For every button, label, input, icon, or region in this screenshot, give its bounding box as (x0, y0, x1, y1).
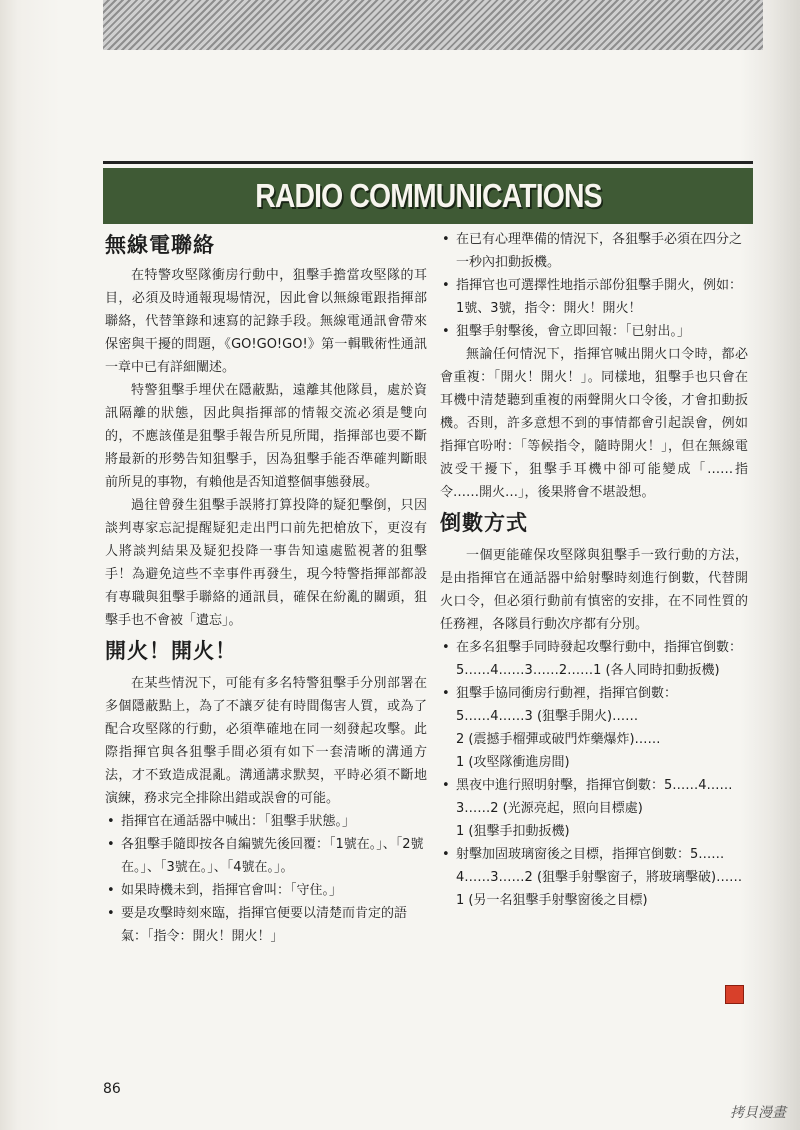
end-of-article-icon (725, 985, 744, 1004)
heading-fire-fire: 開火！開火！ (105, 639, 237, 663)
list-item (440, 682, 748, 774)
countdown-step: 1 (攻堅隊衝進房間) (456, 755, 570, 770)
list-item: • 要是攻擊時刻來臨，指揮官便要以清楚而肯定的語氣：「指令：開火！開火！」 (105, 902, 427, 948)
left-bullet-list (105, 810, 427, 948)
list-item: • 如果時機未到，指揮官會叫：「守住。」 (105, 879, 427, 902)
list-item: • 在已有心理準備的情況下，各狙擊手必須在四分之一秒內扣動扳機。 (440, 228, 748, 274)
countdown-head: • 狙擊手協同衝房行動裡，指揮官倒數： (456, 686, 678, 701)
list-item: • 在多名狙擊手同時發起攻擊行動中，指揮官倒數：5……4……3……2……1 (各人同時扣動扳機) (440, 636, 748, 682)
banner-title: RADIO COMMUNICATIONS (254, 177, 602, 214)
heading-radio-contact: 無線電聯絡 (105, 233, 215, 257)
page-number: 86 (103, 1081, 121, 1097)
countdown-step: 5……4……3 (狙擊手開火)…… (456, 709, 639, 724)
countdown-list (440, 636, 748, 912)
right-column (440, 228, 748, 912)
watermark: 拷貝漫畫 (730, 1105, 786, 1121)
countdown-head: • 黑夜中進行照明射擊，指揮官倒數：5……4……3……2 (光源亮起，照向目標處) (456, 778, 733, 816)
left-paragraph-3: 過往曾發生狙擊手誤將打算投降的疑犯擊倒，只因談判專家忘記提醒疑犯走出門口前先把槍放下，更沒有人將談判結果及疑犯投降一事告知遠處監視著的狙擊手！為避免這些不幸事件再發生，現今特警指揮部都設有專職與狙擊手聯絡的通訊員，確保在紛亂的關頭，狙擊手也不會被「遺忘」。 (105, 498, 427, 628)
countdown-step: 1 (狙擊手扣動扳機) (456, 824, 570, 839)
list-item: • 指揮官也可選擇性地指示部份狙擊手開火，例如：1號、3號，指令：開火！開火！ (440, 274, 748, 320)
list-item: • 狙擊手射擊後，會立即回報：「已射出。」 (440, 320, 748, 343)
left-paragraph-4: 在某些情況下，可能有多名特警狙擊手分別部署在多個隱蔽點上，為了不讓歹徒有時間傷害人質，或為了配合攻堅隊的行動，必須準確地在同一刻發起攻擊。此際指揮官與各狙擊手間必須有如下一套清晰的溝通方法，才不致造成混亂。溝通講求默契，平時必須不斷地演練，務求完全排除出錯或誤會的可能。 (105, 676, 427, 806)
list-item: • 射擊加固玻璃窗後之目標，指揮官倒數：5……4……3……2 (狙擊手射擊窗子，將玻璃擊破)……1 (另一名狙擊手射擊窗後之目標) (440, 843, 748, 912)
header-hatch-band (103, 0, 763, 50)
countdown-step: 2 (震撼手榴彈或破門炸藥爆炸)…… (456, 732, 661, 747)
right-paragraph-2: 一個更能確保攻堅隊與狙擊手一致行動的方法，是由指揮官在通話器中給射擊時刻進行倒數，代替開火口令，但必須行動前有慎密的安排，在不同性質的任務裡，各隊員行動次序都有分別。 (440, 548, 748, 632)
left-paragraph-2: 特警狙擊手埋伏在隱蔽點，遠離其他隊員，處於資訊隔離的狀態，因此與指揮部的情報交流必須是雙向的，不應該僅是狙擊手報告所見所聞，指揮部也要不斷將最新的形勢告知狙擊手，因為狙擊手能否準確判斷眼前所見的事物，有賴他是否知道整個事態發展。 (105, 383, 427, 490)
left-paragraph-1: 在特警攻堅隊衝房行動中，狙擊手擔當攻堅隊的耳目，必須及時通報現場情況，因此會以無線電跟指揮部聯絡，代替筆錄和速寫的記錄手段。無線電通訊會帶來保密與干擾的問題，《GO!GO!GO!》第一輯戰術性通訊一章中已有詳細闡述。 (105, 268, 427, 375)
list-item: • 各狙擊手隨即按各自編號先後回覆：「1號在。」、「2號在。」、「3號在。」、「4號在。」。 (105, 833, 427, 879)
heading-countdown: 倒數方式 (440, 511, 528, 535)
right-paragraph-1: 無論任何情況下，指揮官喊出開火口令時，都必會重複：「開火！開火！」。同樣地，狙擊手也只會在耳機中清楚聽到重複的兩聲開火口令後，才會扣動扳機。否則，許多意想不到的事情都會引起誤會，例如指揮官吩咐：「等候指令，隨時開火！」，但在無線電波受干擾下，狙擊手耳機中卻可能變成「……指令……開火…」，後果將會不堪設想。 (440, 347, 748, 500)
title-rule (103, 161, 753, 164)
section-banner (103, 168, 753, 224)
right-top-bullet-list (440, 228, 748, 343)
list-item (440, 774, 748, 843)
list-item: • 指揮官在通話器中喊出：「狙擊手狀態。」 (105, 810, 427, 833)
left-column (105, 228, 427, 948)
